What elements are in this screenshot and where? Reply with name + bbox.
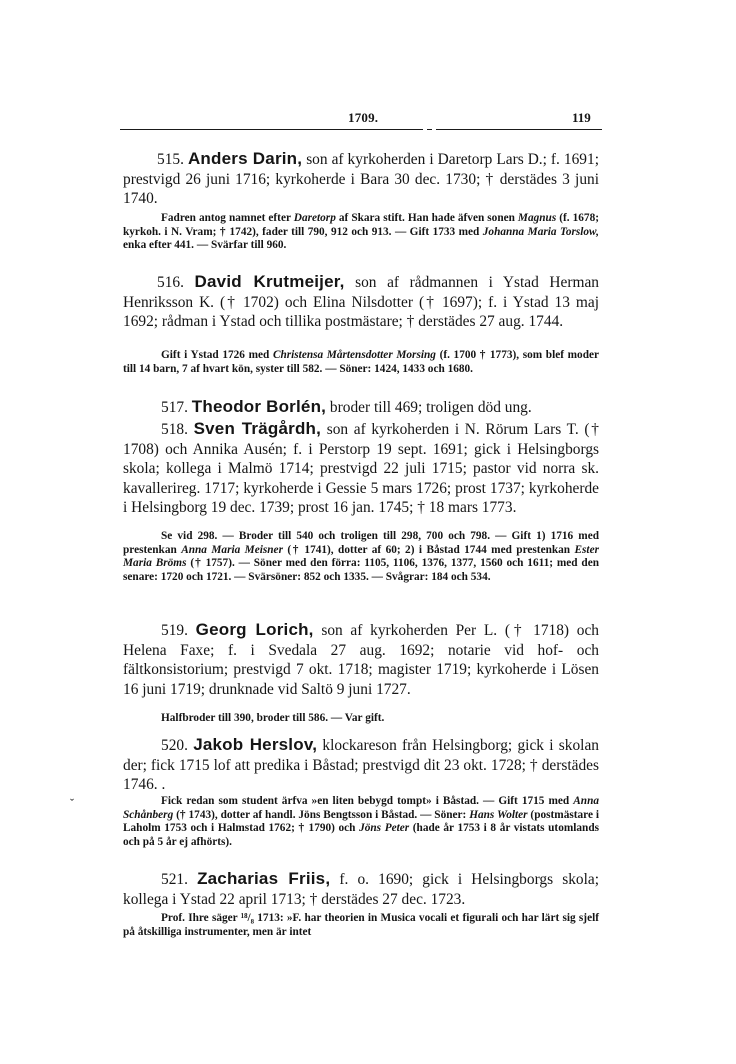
entry-text: f. o. 1690; gick i Helsingborgs skola; kollega i Ystad 22 april 1713; † derstädes 27 dec. 1723. xyxy=(123,871,599,908)
entry-number: 515. xyxy=(157,151,184,168)
entry-text: klockareson från Helsingborg; gick i skolan der; fick 1715 lof att predika i Båstad; prestvigd dit 23 okt. 1728; † derstädes 1746. . xyxy=(123,737,599,794)
note-italic: Johanna Maria Torslow, xyxy=(482,225,600,238)
note-italic: Magnus xyxy=(517,212,557,224)
note-text: (postmästare i Laholm 1753 och i Halmstad 1762; † 1790) och xyxy=(123,808,599,835)
entry-name: David Krutmeijer, xyxy=(194,272,345,291)
entry-name: Jakob Herslov, xyxy=(193,735,318,754)
entry-number: 516. xyxy=(157,274,184,291)
note-text: Prof. Ihre säger ¹⁸/₈ 1713: »F. har theorien in Musica vocali et figurali och har lärt sig sjelf på åtskilliga instrumenter, men är intet xyxy=(123,912,599,938)
entry-text: broder till 469; troligen död ung. xyxy=(326,399,532,416)
note-text: (f. 1678; kyrkoh. i N. Vram; † 1742), fader till 790, 912 och 913. — Gift 1733 med xyxy=(123,212,599,238)
note-text: Gift i Ystad 1726 med xyxy=(161,349,273,361)
entry-number: 520. xyxy=(161,737,188,754)
entry-text: son af kyrkoherden i Daretorp Lars D.; f. 1691; prestvigd 26 juni 1716; kyrkoherde i Bara 30 dec. 1730; † derstädes 3 juni 1740. xyxy=(123,151,599,208)
note-text: enka efter 441. — Svärfar till 960. xyxy=(123,239,287,252)
entry-516 xyxy=(123,272,599,332)
entry-name: Zacharias Friis, xyxy=(197,869,331,888)
entry-519 xyxy=(123,620,599,699)
entry-number: 518. xyxy=(161,421,188,438)
note-text: Fadren antog namnet efter xyxy=(161,212,294,224)
note-italic: Anna Maria Meisner xyxy=(181,543,283,556)
note-text: af Skara stift. Han hade äfven sonen xyxy=(335,212,518,224)
note-text: († 1757). — Söner med den förra: 1105, 1106, 1376, 1377, 1560 och 1611; med den senare: 1720 och 1721. — Svärsöner: 852 och 1335. — Svågrar: 184 och 534. xyxy=(123,557,599,583)
entry-518 xyxy=(123,419,599,518)
margin-mark: ˇ xyxy=(70,796,74,810)
entry-text: son af kyrkoherden Per L. († 1718) och Helena Faxe; f. i Svedala 27 aug. 1692; notarie vid hof- och fältkonsistorium; prestvigd 7 okt. 1718; magister 1719; kyrkoherde i Lösen 16 juni 1719; drunknade vid Saltö 9 juni 1727. xyxy=(123,622,599,698)
entry-516-note xyxy=(123,349,599,376)
entry-number: 517. xyxy=(161,399,188,416)
entry-text: son af kyrkoherden i N. Rörum Lars T. († 1708) och Annika Ausén; f. i Perstorp 19 sept. 1691; gick i Helsingborgs skola; kollega i Malmö 1714; prestvigd 22 juli 1715; pastor vid norra sk. kavallerireg. 1717; kyrkoherde i Gessie 5 mars 1726; prost 1737; kyrkoherde i Helsingborg 19 dec. 1739; prost 16 jan. 1745; † 18 mars 1773. xyxy=(123,421,599,517)
note-text: Se vid 298. — Broder till 540 och troligen till 298, 700 och 798. — Gift 1) 1716 med prestenkan xyxy=(123,530,599,556)
note-text: Fick redan som student ärfva »en liten bebygd tompt» i Båstad. — Gift 1715 med xyxy=(161,795,574,807)
entry-521 xyxy=(123,869,599,909)
note-text: (f. 1700 † 1773), som blef moder till 14 barn, 7 af hvart kön, syster till 582. — Söner: 1424, 1433 och 1680. xyxy=(123,349,600,375)
entry-520 xyxy=(123,735,599,795)
note-italic: Daretorp xyxy=(293,212,336,224)
entry-519-note xyxy=(123,712,599,726)
note-italic: Christensa Mårtensdotter Morsing xyxy=(272,349,436,361)
header-rule xyxy=(120,129,420,130)
note-italic: Anna Schånberg xyxy=(123,795,599,821)
entry-name: Anders Darin, xyxy=(187,149,303,168)
entry-name: Georg Lorich, xyxy=(195,620,314,639)
note-text: Halfbroder till 390, broder till 586. — Var gift. xyxy=(161,712,385,724)
note-text: († 1743), dotter af handl. Jöns Bengtsson i Båstad. — Söner: xyxy=(173,808,470,821)
entry-name: Sven Trägårdh, xyxy=(193,419,322,438)
note-italic: Hans Wolter xyxy=(469,808,528,821)
page-number: 119 xyxy=(572,110,591,125)
entry-515-note xyxy=(123,212,599,253)
running-head-year: 1709. xyxy=(348,110,379,125)
entry-text: son af rådmannen i Ystad Herman Henriksson K. († 1702) och Elina Nilsdotter († 1697); f. i Ystad 13 maj 1692; rådman i Ystad och tillika postmästare; † derstädes 27 aug. 1744. xyxy=(123,274,599,331)
entry-number: 521. xyxy=(161,871,188,888)
note-text: (hade år 1753 i 8 år vistats utomlands och på 5 år ej afhörts). xyxy=(123,822,599,848)
note-italic: Ester Maria Bröms xyxy=(123,543,599,570)
entry-520-note xyxy=(123,795,599,849)
entry-name: Theodor Borlén, xyxy=(191,397,327,416)
entry-521-note xyxy=(123,912,599,939)
entry-518-note xyxy=(123,530,599,584)
note-text: († 1741), dotter af 60; 2) i Båstad 1744 med prestenkan xyxy=(282,543,575,556)
entry-517 xyxy=(123,397,599,418)
header-rule-right xyxy=(440,129,602,130)
note-italic: Jöns Peter xyxy=(359,822,410,835)
header-rule-dashed xyxy=(400,129,440,130)
entry-number: 519. xyxy=(161,622,188,639)
entry-515 xyxy=(123,149,599,209)
